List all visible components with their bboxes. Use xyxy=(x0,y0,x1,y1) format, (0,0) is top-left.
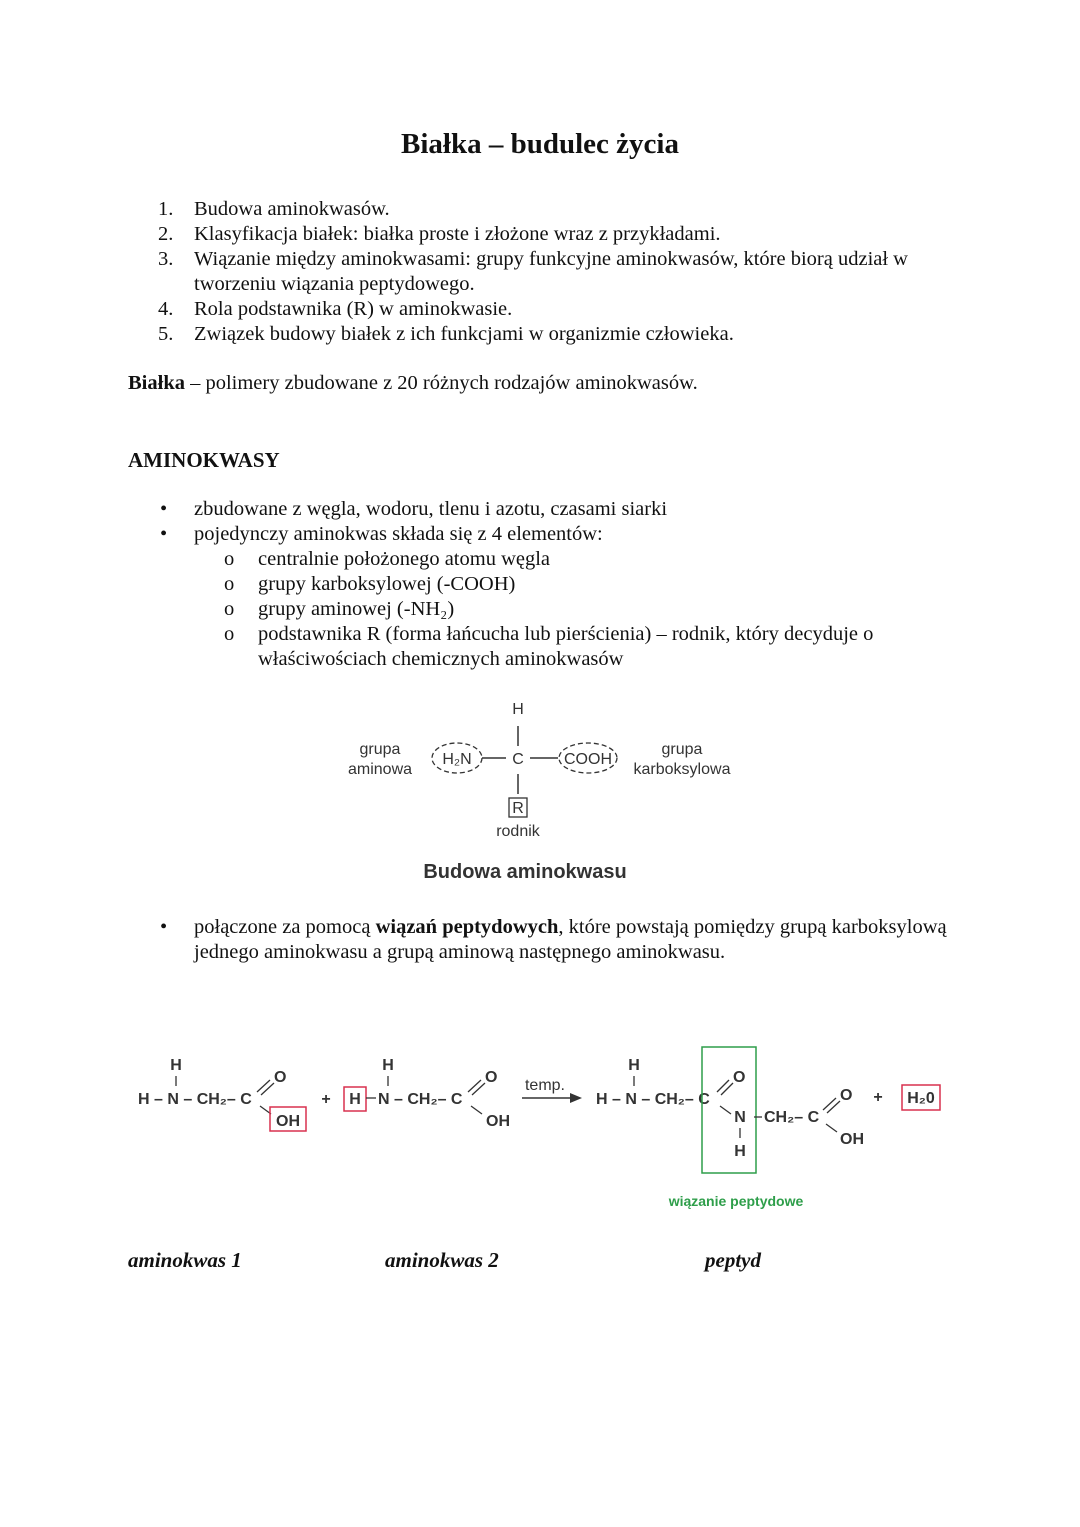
amino1-label: aminokwas 1 xyxy=(128,1248,242,1272)
oxygen-atom: O xyxy=(485,1069,498,1086)
amino-acid-diagram xyxy=(330,690,760,890)
radical-label: rodnik xyxy=(496,823,540,840)
topic-item: 5. Związek budowy białek z ich funkcjami w organizmie człowieka. xyxy=(158,323,734,345)
carboxyl-label: grupa xyxy=(661,741,703,758)
radical-r: R xyxy=(512,800,524,817)
peptide-bond-highlight xyxy=(702,1047,756,1173)
sub-bullet-item: o podstawnika R (forma łańcucha lub pierścienia) – rodnik, który decyduje o właściwościach chemicznych aminokwasów xyxy=(224,623,874,670)
sub-bullet-item: o grupy karboksylowej (-COOH) xyxy=(224,573,516,595)
bullet-item: • pojedynczy aminokwas składa się z 4 elementów: xyxy=(160,523,603,545)
hydroxyl-group: OH xyxy=(486,1113,510,1130)
circle-bullet-icon: o xyxy=(224,573,235,595)
sub-bullets xyxy=(224,547,960,672)
bullet-icon: • xyxy=(160,523,168,545)
topic-item: 2. Klasyfikacja białek: białka proste i złożone wraz z przykładami. xyxy=(158,223,721,245)
bullet-icon: • xyxy=(160,916,168,938)
temp-label: temp. xyxy=(524,1077,566,1094)
sub-bullet-item: o grupy aminowej (-NH₂) xyxy=(224,598,455,620)
protein-definition xyxy=(128,372,698,395)
circle-bullet-icon: o xyxy=(224,598,235,620)
aminoacid-bullets xyxy=(160,497,960,672)
nitrogen-atom: N xyxy=(734,1109,746,1126)
bullet-item: • zbudowane z węgla, wodoru, tlenu i azotu, czasami siarki xyxy=(160,498,668,520)
amino2-chain: N – CH₂– C xyxy=(378,1091,463,1108)
oxygen-atom: O xyxy=(733,1069,746,1086)
peptide-bond-label: wiązanie peptydowe xyxy=(668,1193,804,1209)
topic-item: 3. Wiązanie między aminokwasami: grupy funkcyjne aminokwasów, które biorą udział w tworzeniu wiązania peptydowego. xyxy=(158,248,908,295)
amine-label: grupa xyxy=(359,741,401,758)
peptide-reaction-diagram xyxy=(120,1040,960,1220)
amino1-chain: H – N – CH₂– C xyxy=(138,1091,252,1108)
hydrogen-atom: H xyxy=(734,1143,746,1160)
topic-item: 1. Budowa aminokwasów. xyxy=(158,198,390,220)
hydrogen-atom: H xyxy=(349,1091,361,1108)
topic-item: 4. Rola podstawnika (R) w aminokwasie. xyxy=(158,298,513,320)
carboxyl-label: karboksylowa xyxy=(633,761,731,778)
hydroxyl-group: OH xyxy=(276,1113,300,1130)
hydroxyl-group: OH xyxy=(840,1131,864,1148)
amine-label: aminowa xyxy=(347,761,413,778)
section-heading: AMINOKWASY xyxy=(128,448,280,472)
peptide-tail: CH₂– C xyxy=(764,1109,820,1126)
definition-text: – polimery zbudowane z 20 różnych rodzajów aminokwasów. xyxy=(184,372,698,394)
amine-group: H₂N xyxy=(442,751,472,768)
plus-sign: + xyxy=(321,1091,331,1108)
peptide-bond-bullet: • połączone za pomocą wiązań peptydowych, które powstają pomiędzy grupą karboksylową jednego aminokwasu a grupą aminową następnego aminokwasu. xyxy=(160,916,947,963)
peptide-chain: H – N – CH₂– C xyxy=(596,1091,710,1108)
hydrogen-atom: H xyxy=(170,1057,182,1074)
amino2-label: aminokwas 2 xyxy=(385,1248,499,1272)
carboxyl-group: COOH xyxy=(564,751,612,768)
definition-term: Białka xyxy=(128,372,185,394)
oxygen-atom: O xyxy=(274,1069,287,1086)
oxygen-atom: O xyxy=(840,1087,853,1104)
diagram-caption: Budowa aminokwasu xyxy=(423,861,627,883)
page-title: Białka – budulec życia xyxy=(401,128,679,160)
hydrogen-atom: H xyxy=(628,1057,640,1074)
peptide-label: peptyd xyxy=(705,1248,761,1272)
water-molecule: H₂0 xyxy=(907,1090,935,1107)
sub-bullet-item: o centralnie położonego atomu węgla xyxy=(224,548,551,570)
arrow-icon xyxy=(570,1093,582,1103)
bullet-icon: • xyxy=(160,498,168,520)
central-carbon: C xyxy=(512,751,524,768)
circle-bullet-icon: o xyxy=(224,548,235,570)
hydrogen-atom: H xyxy=(512,701,524,718)
circle-bullet-icon: o xyxy=(224,623,235,645)
topics-list xyxy=(158,197,978,347)
hydrogen-atom: H xyxy=(382,1057,394,1074)
plus-sign: + xyxy=(873,1089,883,1106)
